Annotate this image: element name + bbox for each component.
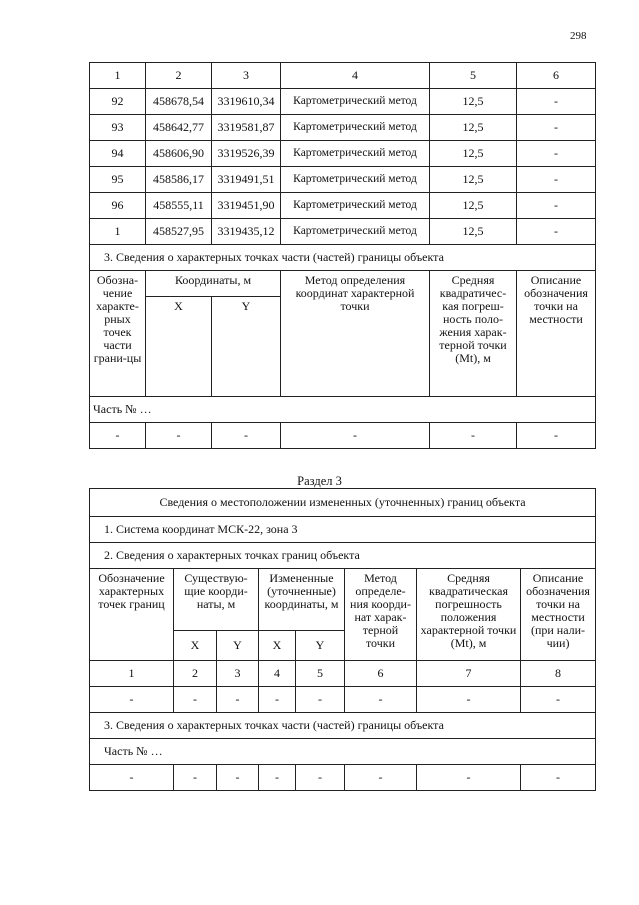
description: - xyxy=(517,193,596,219)
coord-x: 458678,54 xyxy=(146,89,212,115)
column-number-row xyxy=(90,661,596,687)
item-row xyxy=(90,543,596,569)
y-header: Y xyxy=(212,297,281,397)
method-header: Метод определе-ния коорди-нат харак-терной точки xyxy=(345,569,417,661)
error: 12,5 xyxy=(430,141,517,167)
description: - xyxy=(517,89,596,115)
empty-cell: - xyxy=(259,765,296,791)
table-title: Сведения о местоположении измененных (уточненных) границ объекта xyxy=(90,489,596,517)
error: 12,5 xyxy=(430,115,517,141)
coordinate-system: 1. Система координат МСК-22, зона 3 xyxy=(90,517,596,543)
col-number: 5 xyxy=(296,661,345,687)
col-number: 3 xyxy=(217,661,259,687)
error: 12,5 xyxy=(430,219,517,245)
empty-cell: - xyxy=(521,687,596,713)
part-label: Часть № … xyxy=(90,397,596,423)
empty-cell: - xyxy=(174,687,217,713)
table-row xyxy=(90,167,596,193)
x-header: X xyxy=(174,631,217,661)
method: Картометрический метод xyxy=(281,219,430,245)
error: 12,5 xyxy=(430,89,517,115)
coordinates-table xyxy=(89,62,596,449)
empty-cell: - xyxy=(417,687,521,713)
col-number: 1 xyxy=(90,661,174,687)
part-label: Часть № … xyxy=(90,739,596,765)
empty-cell: - xyxy=(217,687,259,713)
method: Картометрический метод xyxy=(281,115,430,141)
coord-y: 3319435,12 xyxy=(212,219,281,245)
table-row xyxy=(90,89,596,115)
changed-coords-header: Измененные (уточненные) координаты, м xyxy=(259,569,345,631)
empty-cell: - xyxy=(430,423,517,449)
description-header: Описание обозначения точки на местности xyxy=(517,271,596,397)
col-number: 5 xyxy=(430,63,517,89)
empty-cell: - xyxy=(417,765,521,791)
section-title: Раздел 3 xyxy=(297,474,342,488)
col-number: 4 xyxy=(259,661,296,687)
col-number: 2 xyxy=(174,661,217,687)
empty-cell: - xyxy=(345,765,417,791)
empty-cell: - xyxy=(281,423,430,449)
coord-y: 3319451,90 xyxy=(212,193,281,219)
part-row xyxy=(90,739,596,765)
point-id: 1 xyxy=(90,219,146,245)
y-header: Y xyxy=(217,631,259,661)
coord-x: 458555,11 xyxy=(146,193,212,219)
point-id: 92 xyxy=(90,89,146,115)
points-info-title: 2. Сведения о характерных точках границ объекта xyxy=(90,543,596,569)
description: - xyxy=(517,141,596,167)
point-id: 94 xyxy=(90,141,146,167)
empty-cell: - xyxy=(296,687,345,713)
coord-y: 3319526,39 xyxy=(212,141,281,167)
col-number: 7 xyxy=(417,661,521,687)
table-row xyxy=(90,219,596,245)
empty-cell: - xyxy=(345,687,417,713)
point-id: 96 xyxy=(90,193,146,219)
y-header: Y xyxy=(296,631,345,661)
empty-cell: - xyxy=(90,423,146,449)
header-row xyxy=(90,569,596,631)
item-row xyxy=(90,517,596,543)
empty-cell: - xyxy=(217,765,259,791)
title-row xyxy=(90,489,596,517)
method: Картометрический метод xyxy=(281,141,430,167)
table-row xyxy=(90,765,596,791)
coord-y: 3319491,51 xyxy=(212,167,281,193)
empty-cell: - xyxy=(146,423,212,449)
table-row xyxy=(90,141,596,167)
point-id: 95 xyxy=(90,167,146,193)
col-number: 1 xyxy=(90,63,146,89)
table-row xyxy=(90,687,596,713)
coord-y: 3319610,34 xyxy=(212,89,281,115)
error-header: Средняя квадратичес-кая погреш-ность поло-жения харак-терной точки (Mt), м xyxy=(430,271,517,397)
page-number: 298 xyxy=(570,30,587,42)
description: - xyxy=(517,167,596,193)
empty-cell: - xyxy=(212,423,281,449)
col-number: 3 xyxy=(212,63,281,89)
method: Картометрический метод xyxy=(281,89,430,115)
header-row xyxy=(90,271,596,297)
coord-y: 3319581,87 xyxy=(212,115,281,141)
section-3-title: 3. Сведения о характерных точках части (частей) границы объекта xyxy=(90,245,596,271)
coord-x: 458642,77 xyxy=(146,115,212,141)
method: Картометрический метод xyxy=(281,193,430,219)
item-row xyxy=(90,713,596,739)
error: 12,5 xyxy=(430,193,517,219)
error-header: Средняя квадратическая погрешность положения характерной точки (Mt), м xyxy=(417,569,521,661)
empty-cell: - xyxy=(90,765,174,791)
col-number: 2 xyxy=(146,63,212,89)
empty-cell: - xyxy=(521,765,596,791)
x-header: X xyxy=(146,297,212,397)
method: Картометрический метод xyxy=(281,167,430,193)
section-row xyxy=(90,245,596,271)
empty-cell: - xyxy=(517,423,596,449)
table-row xyxy=(90,193,596,219)
col-number: 4 xyxy=(281,63,430,89)
designation-header: Обозначение характерных точек границ xyxy=(90,569,174,661)
coord-x: 458527,95 xyxy=(146,219,212,245)
part-row xyxy=(90,397,596,423)
col-number: 6 xyxy=(345,661,417,687)
description: - xyxy=(517,219,596,245)
col-number: 6 xyxy=(517,63,596,89)
changed-borders-table xyxy=(89,488,596,791)
empty-cell: - xyxy=(90,687,174,713)
empty-cell: - xyxy=(174,765,217,791)
empty-cell: - xyxy=(296,765,345,791)
coord-x: 458586,17 xyxy=(146,167,212,193)
method-header: Метод определения координат характерной точки xyxy=(281,271,430,397)
designation-header: Обозна-чение характе-рных точек части грани-цы xyxy=(90,271,146,397)
existing-coords-header: Существую-щие коорди-наты, м xyxy=(174,569,259,631)
coords-header: Координаты, м xyxy=(146,271,281,297)
empty-cell: - xyxy=(259,687,296,713)
description: - xyxy=(517,115,596,141)
table-row xyxy=(90,423,596,449)
error: 12,5 xyxy=(430,167,517,193)
description-header: Описание обозначения точки на местности (при нали-чии) xyxy=(521,569,596,661)
coord-x: 458606,90 xyxy=(146,141,212,167)
table-row xyxy=(90,115,596,141)
column-number-row xyxy=(90,63,596,89)
point-id: 93 xyxy=(90,115,146,141)
x-header: X xyxy=(259,631,296,661)
col-number: 8 xyxy=(521,661,596,687)
parts-info-title: 3. Сведения о характерных точках части (частей) границы объекта xyxy=(90,713,596,739)
